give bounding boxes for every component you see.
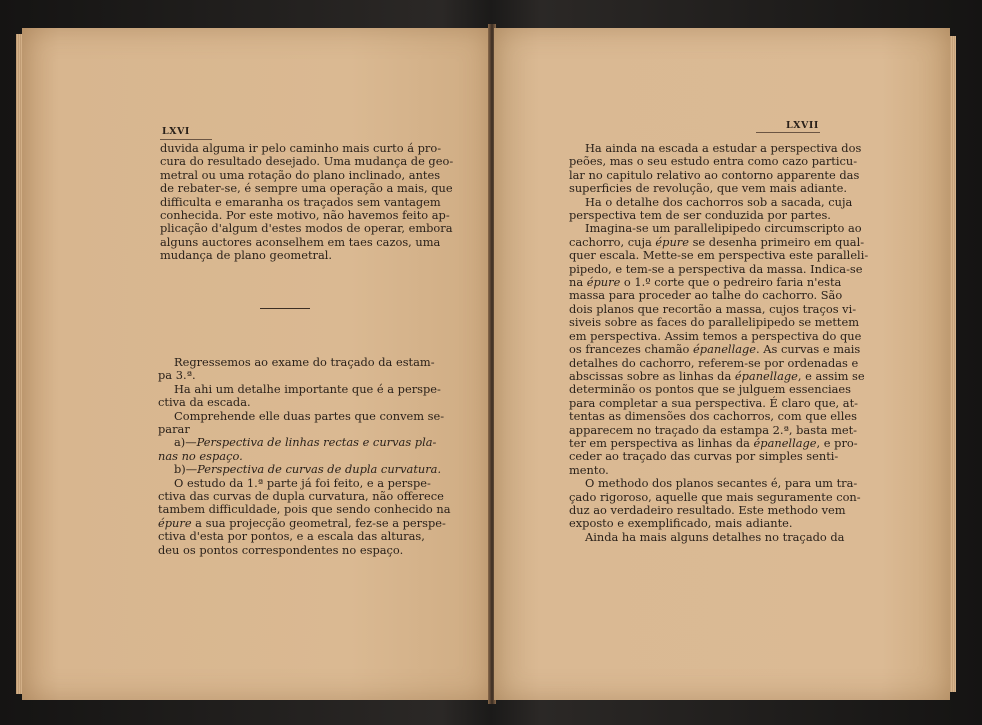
left-paragraph-2 [158, 355, 435, 383]
text-line: determinão os pontos que se julguem essenciaes [569, 382, 851, 397]
text-fragment: o 1.º corte que o pedreiro faria n'esta [620, 275, 842, 290]
text-line: O methodo dos planos secantes é, para um tra- [585, 476, 858, 491]
left-text-top [160, 141, 454, 263]
left-page-folio: LXVI [162, 126, 190, 137]
text-line: Ha o detalhe dos cachorros sob a sacada, cuja [585, 194, 853, 209]
right-text [569, 141, 869, 544]
text-fragment: abscissas sobre as linhas da [569, 368, 735, 383]
text-line: perspectiva tem de ser conduzida por partes. [569, 208, 831, 223]
text-line [158, 515, 446, 530]
text-line: em perspectiva. Assim temos a perspectiva do que [569, 328, 862, 343]
text-line: conhecida. Por este motivo, não havemos feito ap- [160, 208, 450, 223]
text-line: Regressemos ao exame do traçado da estam- [174, 355, 435, 369]
text-line [569, 435, 858, 450]
text-line: lar no capitulo relativo ao contorno apparente das [569, 167, 860, 182]
text-line: quer escala. Mette-se em perspectiva este paralleli- [569, 248, 869, 263]
right-paragraph-5 [569, 529, 845, 544]
text-line: mento. [569, 462, 609, 477]
text-line [158, 450, 413, 463]
text-line: deu os pontos correspondentes no espaço. [158, 542, 404, 557]
left-paragraph-5 [158, 475, 451, 557]
text-line: difficulta e emaranha os traçados sem vantagem [160, 194, 441, 209]
text-line: Ha ainda na escada a estudar a perspectiva dos [585, 141, 862, 155]
text-line: ctiva das curvas de dupla curvatura, não offerece [158, 489, 444, 504]
text-fragment: , e pro- [816, 435, 858, 450]
text-line: apparecem no traçado da estampa 2.ª, basta met- [569, 422, 858, 437]
item-a-prefix: a)— [174, 435, 197, 450]
left-paragraph-1 [160, 141, 454, 263]
right-paragraph-2 [569, 194, 853, 223]
text-line: Imagina-se um parallelipipedo circumscripto ao [585, 221, 862, 236]
text-line: para completar a sua perspectiva. É claro que, at- [569, 395, 859, 410]
text-line: dois planos que recortão a massa, cujos traços vi- [569, 301, 857, 316]
text-fragment: ter em perspectiva as linhas da [569, 435, 754, 450]
text-line: duvida alguma ir pelo caminho mais curto á pro- [160, 141, 442, 155]
text-line: Ainda ha mais alguns detalhes no traçado da [585, 529, 845, 544]
text-line: Ha ahi um detalhe importante que é a perspe- [174, 381, 441, 396]
text-line [158, 462, 442, 477]
text-line: peões, mas o seu estudo entra como cazo particu- [569, 154, 858, 169]
left-item-b [158, 462, 442, 477]
right-paragraph-3 [569, 221, 869, 477]
text-line: exposto e exemplificado, mais adiante. [569, 516, 793, 531]
right-page [494, 28, 950, 700]
text-fragment: cachorro, cuja [569, 234, 656, 249]
text-line [569, 368, 865, 383]
text-line: alguns auctores aconselhem em taes cazos, uma [160, 234, 441, 249]
text-line: metral ou uma rotação do plano inclinado, antes [160, 167, 441, 182]
text-line: mudança de plano geometral. [160, 248, 333, 263]
right-paragraph-1 [569, 141, 862, 196]
text-line: ceder ao traçado das curvas por simples senti- [569, 449, 839, 464]
text-line: ctiva da escada. [158, 395, 251, 410]
left-page [22, 28, 492, 700]
text-fragment: , e assim se [797, 368, 865, 383]
text-line: tambem difficuldade, pois que sendo conhecido na [158, 502, 451, 517]
term-epanellage: épanellage [693, 342, 757, 357]
term-epure: épure [158, 515, 192, 530]
text-line: çado rigoroso, aquelle que mais seguramente con- [569, 489, 861, 504]
text-fragment: . As curvas e mais [756, 342, 861, 357]
text-line: pa 3.ª. [158, 368, 196, 383]
item-a-text-cont: nas no espaço. [158, 448, 243, 463]
text-line [569, 342, 861, 357]
text-line: pipedo, e tem-se a perspectiva da massa. Indica-se [569, 261, 863, 276]
text-line [158, 435, 437, 450]
text-line: de rebater-se, é sempre uma operação a mais, que [160, 181, 453, 196]
item-a-text: Perspectiva de linhas rectas e curvas pla- [196, 435, 437, 450]
item-b-prefix: b)— [174, 462, 198, 477]
term-epanellage: épanellage [734, 368, 798, 383]
text-line: superficies de revolução, que vem mais adiante. [569, 181, 847, 196]
left-text-bottom [158, 355, 451, 557]
text-line: plicação d'algum d'estes modos de operar, embora [160, 221, 453, 236]
text-line: massa para proceder ao talhe do cachorro. São [569, 288, 843, 303]
item-b-text: Perspectiva de curvas de dupla curvatura. [197, 462, 442, 477]
text-line: tentas as dimensões dos cachorros, com que elles [569, 409, 857, 424]
text-fragment: na [569, 275, 587, 290]
right-page-folio: LXVII [786, 120, 819, 131]
section-separator [260, 308, 310, 309]
text-line: cura do resultado desejado. Uma mudança de geo- [160, 154, 454, 169]
text-fragment: se desenha primeiro em qual- [688, 234, 865, 249]
term-epure: épure [586, 275, 621, 290]
text-line: detalhes do cachorro, referem-se por ordenadas e [569, 355, 859, 370]
left-item-a [158, 435, 437, 463]
text-line: duz ao verdadeiro resultado. Este methodo vem [569, 502, 846, 517]
right-folio-rule [756, 132, 820, 133]
left-paragraph-4 [158, 408, 445, 437]
text-line: ctiva d'esta por pontos, e a escala das alturas, [158, 529, 425, 544]
term-epanellage: épanellage [753, 435, 817, 450]
text-fragment: os francezes chamão [569, 342, 694, 357]
left-paragraph-3 [158, 381, 441, 410]
right-paragraph-4 [569, 476, 861, 531]
text-line: parar [158, 422, 190, 437]
text-fragment: a sua projecção geometral, fez-se a perspe- [191, 515, 446, 530]
text-line: Comprehende elle duas partes que convem se- [174, 408, 445, 423]
term-epure: épure [655, 234, 689, 249]
text-line [569, 234, 865, 249]
text-line [569, 275, 842, 290]
left-folio-rule [160, 139, 212, 140]
text-line: O estudo da 1.ª parte já foi feito, e a perspe- [174, 475, 431, 490]
text-line: siveis sobre as faces do parallelipipedo se mettem [569, 315, 860, 330]
